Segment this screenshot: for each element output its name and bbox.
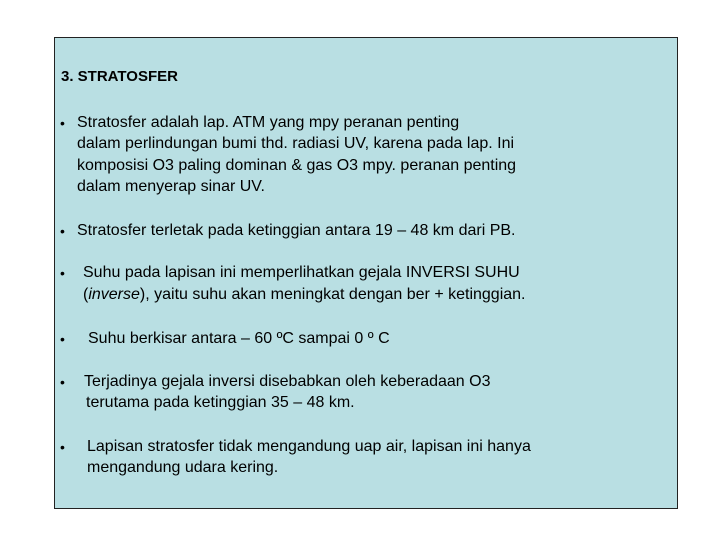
bullet-3-line-1: Suhu pada lapisan ini memperlihatkan gejala INVERSI SUHU xyxy=(83,264,520,281)
bullet-4-line-1: Suhu berkisar antara – 60 ºC sampai 0 º C xyxy=(88,330,390,347)
bullet-icon: • xyxy=(60,374,65,390)
bullet-5-line-1: Terjadinya gejala inversi disebabkan oleh keberadaan O3 xyxy=(84,373,491,390)
bullet-5-line-2: terutama pada ketinggian 35 – 48 km. xyxy=(86,394,355,411)
bullet-1-line-2: dalam perlindungan bumi thd. radiasi UV, karena pada lap. Ini xyxy=(77,135,515,152)
bullet-1-line-4: dalam menyerap sinar UV. xyxy=(77,178,265,195)
bullet-3-line-2 xyxy=(83,285,526,305)
bullet-2-line-1: Stratosfer terletak pada ketinggian antara 19 – 48 km dari PB. xyxy=(77,222,516,239)
slide-title: 3. STRATOSFER xyxy=(61,68,178,85)
italic-term: inverse xyxy=(88,286,140,303)
bullet-6-line-1: Lapisan stratosfer tidak mengandung uap air, lapisan ini hanya xyxy=(87,438,531,455)
bullet-icon: • xyxy=(60,331,65,347)
bullet-icon: • xyxy=(60,265,65,281)
bullet-1-line-1: Stratosfer adalah lap. ATM yang mpy peranan penting xyxy=(77,114,460,131)
bullet-6-line-2: mengandung udara kering. xyxy=(87,459,279,476)
bullet-icon: • xyxy=(60,115,65,131)
bullet-icon: • xyxy=(60,439,65,455)
bullet-1-line-3: komposisi O3 paling dominan & gas O3 mpy. peranan penting xyxy=(77,157,517,174)
bullet-icon: • xyxy=(60,223,65,239)
paren-open: ( xyxy=(83,286,89,303)
line-rest: ), yaitu suhu akan meningkat dengan ber + ketinggian. xyxy=(139,286,526,303)
